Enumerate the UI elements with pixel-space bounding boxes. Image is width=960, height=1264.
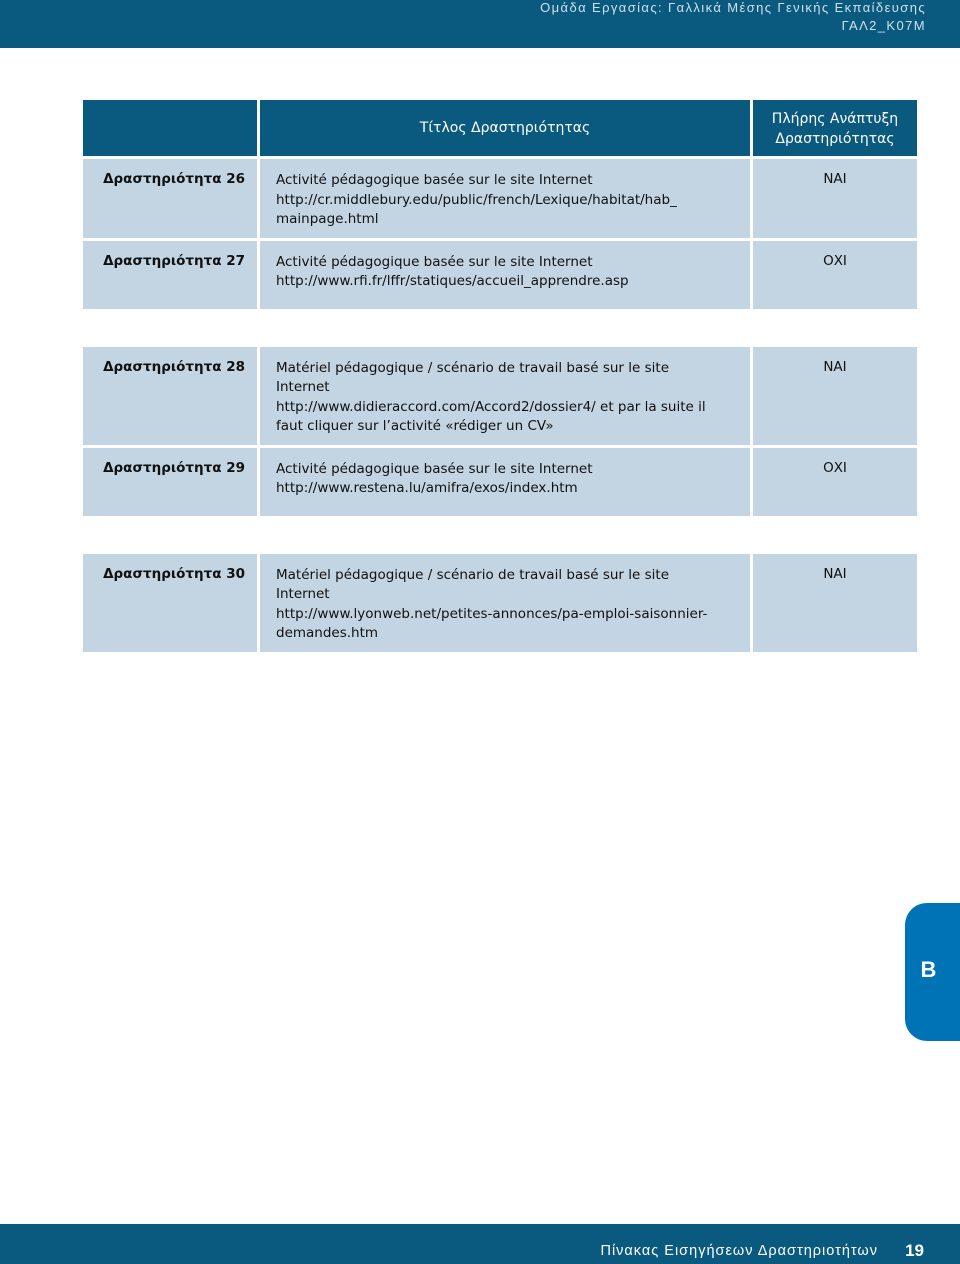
activity-description (260, 241, 750, 309)
table-header-row (83, 100, 917, 156)
description-line: http://www.didieraccord.com/Accord2/dossier4/ et par la suite il (276, 398, 706, 415)
header-empty-cell (83, 100, 257, 156)
description-line: Activité pédagogique basée sur le site Internet (276, 172, 593, 188)
activity-description (260, 448, 750, 516)
description-line: faut cliquer sur l’activité «rédiger un CV» (276, 418, 554, 434)
header-full-line-2: Δραστηριότητας (775, 130, 895, 147)
full-development-value: ΟΧΙ (753, 241, 917, 309)
description-line: http://www.restena.lu/amifra/exos/index.htm (276, 480, 578, 496)
full-development-value: ΝΑΙ (753, 159, 917, 238)
table-row (83, 448, 917, 516)
description-line: mainpage.html (276, 211, 379, 227)
table-row (83, 554, 917, 652)
row-spacer (83, 519, 917, 551)
footer-title: Πίνακας Εισηγήσεων Δραστηριοτήτων (600, 1243, 878, 1259)
row-spacer (83, 312, 917, 344)
page-number: 19 (905, 1241, 924, 1260)
description-line: Matériel pédagogique / scénario de travail basé sur le site (276, 566, 670, 583)
description-line: http://cr.middlebury.edu/public/french/Lexique/habitat/hab_ (276, 191, 677, 208)
header-line-1: Ομάδα Εργασίας: Γαλλικά Μέσης Γενικής Εκπαίδευσης (540, 0, 926, 15)
activity-label: Δραστηριότητα 30 (83, 554, 257, 652)
header-bar (0, 0, 960, 48)
header-full-line-1: Πλήρης Ανάπτυξη (771, 110, 899, 127)
header-full-cell (753, 100, 917, 156)
activity-description (260, 159, 750, 238)
table-row (83, 159, 917, 238)
description-line: http://www.lyonweb.net/petites-annonces/pa-emploi-saisonnier- (276, 605, 708, 622)
description-line: Matériel pédagogique / scénario de travail basé sur le site (276, 359, 670, 376)
table-row (83, 241, 917, 309)
section-tab (905, 903, 960, 1041)
activity-description (260, 347, 750, 445)
header-line-2: ΓΑΛ2_Κ07Μ (841, 18, 926, 33)
description-line: demandes.htm (276, 625, 379, 641)
description-line: Internet (276, 379, 330, 395)
description-line: Internet (276, 586, 330, 602)
full-development-value: ΝΑΙ (753, 347, 917, 445)
section-tab-letter: B (920, 957, 937, 982)
description-line: Activité pédagogique basée sur le site Internet (276, 253, 593, 270)
header-title-cell: Τίτλος Δραστηριότητας (260, 100, 750, 156)
footer-bar (0, 1224, 960, 1264)
activity-label: Δραστηριότητα 27 (83, 241, 257, 309)
description-line: Activité pédagogique basée sur le site Internet (276, 460, 593, 477)
activity-label: Δραστηριότητα 26 (83, 159, 257, 238)
full-development-value: ΟΧΙ (753, 448, 917, 516)
full-development-value: ΝΑΙ (753, 554, 917, 652)
activities-table (80, 97, 920, 655)
activity-label: Δραστηριότητα 28 (83, 347, 257, 445)
table-row (83, 347, 917, 445)
description-line: http://www.rfi.fr/lffr/statiques/accueil_apprendre.asp (276, 273, 629, 289)
activity-description (260, 554, 750, 652)
activity-label: Δραστηριότητα 29 (83, 448, 257, 516)
